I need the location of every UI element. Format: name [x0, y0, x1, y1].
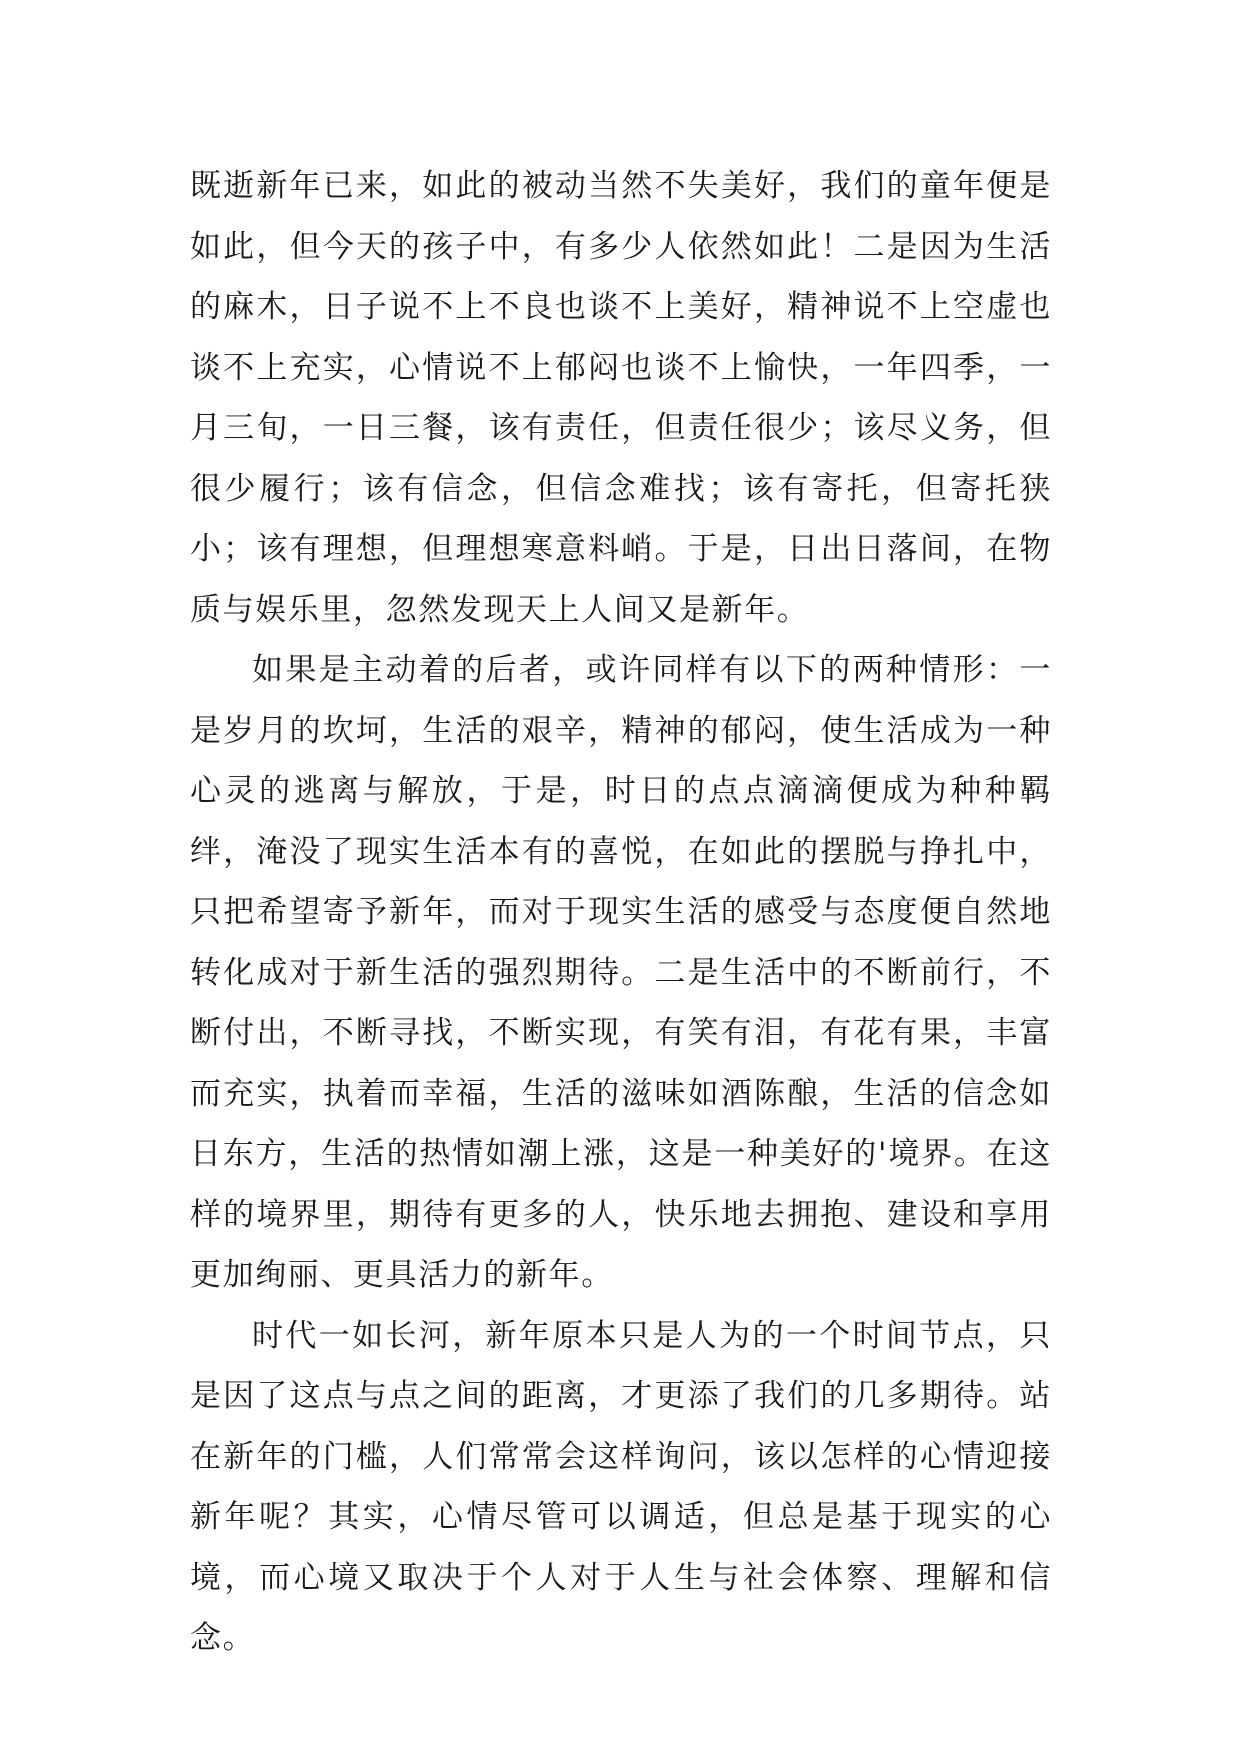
paragraph-1: 既逝新年已来，如此的被动当然不失美好，我们的童年便是如此，但今天的孩子中，有多少人依然如此！二是因为生活的麻木，日子说不上不良也谈不上美好，精神说不上空虚也谈不上充实，心情说不上郁闷也谈不上愉快，一年四季，一月三旬，一日三餐，该有责任，但责任很少；该尽义务，但很少履行；该有信念，但信念难找；该有寄托，但寄托狭小；该有理想，但理想寒意料峭。于是，日出日落间，在物质与娱乐里，忽然发现天上人间又是新年。 — [190, 168, 1052, 628]
document-body — [190, 156, 1052, 1669]
paragraph-2: 如果是主动着的后者，或许同样有以下的两种情形：一是岁月的坎坷，生活的艰辛，精神的郁闷，使生活成为一种心灵的逃离与解放，于是，时日的点点滴滴便成为种种羁绊，淹没了现实生活本有的喜悦，在如此的摆脱与挣扎中，只把希望寄予新年，而对于现实生活的感受与态度便自然地转化成对于新生活的强烈期待。二是生活中的不断前行，不断付出，不断寻找，不断实现，有笑有泪，有花有果，丰富而充实，执着而幸福，生活的滋味如酒陈酿，生活的信念如日东方，生活的热情如潮上涨，这是一种美好的'境界。在这样的境界里，期待有更多的人，快乐地去拥抱、建设和享用更加绚丽、更具活力的新年。 — [190, 652, 1052, 1293]
paragraph-3: 时代一如长河，新年原本只是人为的一个时间节点，只是因了这点与点之间的距离，才更添了我们的几多期待。站在新年的门槛，人们常常会这样询问，该以怎样的心情迎接新年呢？其实，心情尽管可以调适，但总是基于现实的心境，而心境又取决于个人对于人生与社会体察、理解和信念。 — [190, 1317, 1052, 1656]
